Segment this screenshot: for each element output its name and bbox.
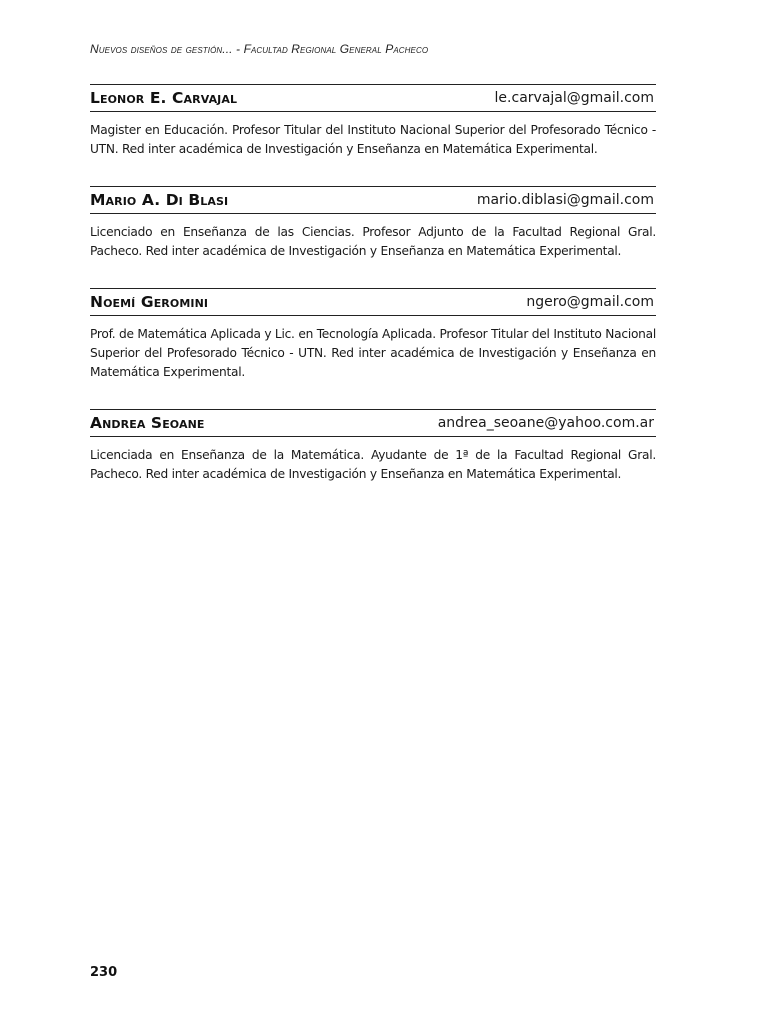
author-entry [90, 186, 656, 261]
author-name: Mario A. Di Blasi [90, 191, 229, 209]
author-name: Leonor E. Carvajal [90, 89, 238, 107]
page-number: 230 [90, 965, 118, 980]
author-entry [90, 84, 656, 159]
author-name: Andrea Seoane [90, 414, 205, 432]
author-heading [90, 84, 656, 112]
author-bio: Prof. de Matemática Aplicada y Lic. en Tecnología Aplicada. Profesor Titular del Instituto Nacional Superior del Profesorado Técnico - UTN. Red inter académica de Investigación y Enseñanza en Matemática Experimental. [90, 327, 656, 379]
author-heading [90, 186, 656, 214]
author-entry [90, 288, 656, 382]
author-name: Noemí Geromini [90, 293, 209, 311]
author-email[interactable]: mario.diblasi@gmail.com [476, 192, 654, 208]
author-email[interactable]: ngero@gmail.com [526, 294, 654, 310]
author-bio: Licenciada en Enseñanza de la Matemática. Ayudante de 1ª de la Facultad Regional Gral. Pacheco. Red inter académica de Investigación y Enseñanza en Matemática Experimental. [90, 448, 656, 481]
author-heading [90, 409, 656, 437]
running-header: Nuevos diseños de gestión... - Facultad Regional General Pacheco [90, 42, 429, 56]
author-entry [90, 409, 656, 484]
author-bio: Licenciado en Enseñanza de las Ciencias. Profesor Adjunto de la Facultad Regional Gral. Pacheco. Red inter académica de Investigación y Enseñanza en Matemática Experimental. [90, 225, 656, 258]
author-email[interactable]: andrea_seoane@yahoo.com.ar [437, 415, 654, 431]
author-email[interactable]: le.carvajal@gmail.com [494, 90, 654, 106]
author-bio: Magister en Educación. Profesor Titular del Instituto Nacional Superior del Profesorado Técnico - UTN. Red inter académica de Investigación y Enseñanza en Matemática Experimental. [90, 123, 656, 156]
author-heading [90, 288, 656, 316]
author-list [90, 84, 656, 511]
